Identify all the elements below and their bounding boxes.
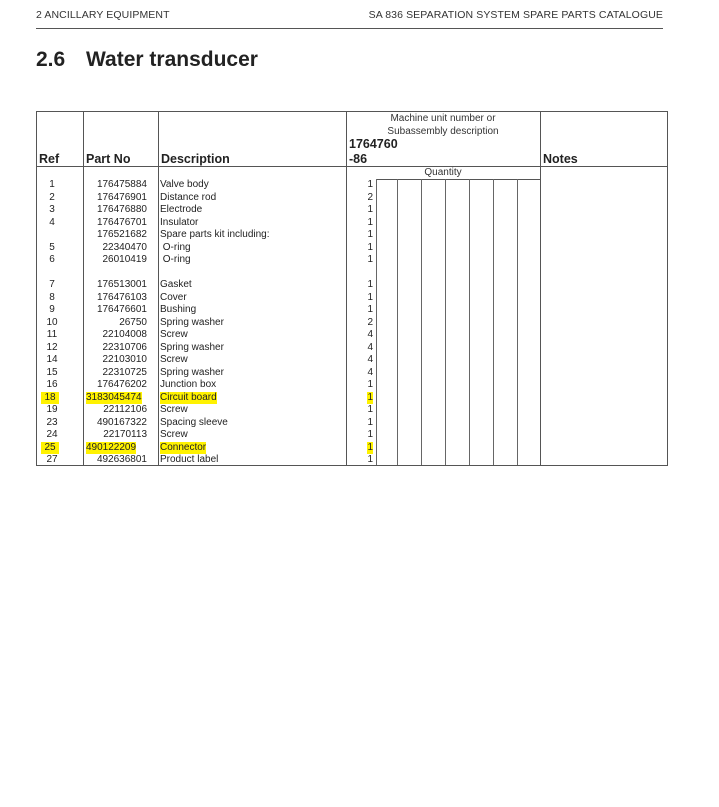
table-row	[37, 392, 667, 404]
cell-part-no: 176513001	[96, 279, 147, 290]
cell-part-no: 22310706	[102, 341, 147, 353]
machine-number-line1: 1764760	[349, 137, 398, 151]
cell-part-no: 22104008	[102, 329, 147, 340]
table-row	[37, 429, 667, 441]
cell-quantity: 1	[367, 441, 373, 453]
cell-part-no: 176476103	[96, 291, 147, 303]
cell-ref: 18	[41, 392, 59, 404]
cell-description: O-ring	[160, 241, 191, 253]
cell-part-no: 22310725	[102, 366, 147, 378]
cell-description: Connector	[160, 441, 207, 453]
cell-description: Valve body	[160, 179, 209, 190]
cell-part-no: 22340470	[102, 241, 147, 253]
cell-part-no: 22112106	[103, 404, 147, 415]
machine-unit-line2: Subassembly description	[387, 126, 499, 137]
cell-quantity: 4	[367, 354, 373, 365]
cell-description: Spring washer	[160, 366, 224, 378]
cell-quantity: 1	[367, 429, 373, 440]
cell-ref: 19	[46, 404, 58, 415]
cell-description: Cover	[160, 291, 187, 303]
table-row	[37, 367, 667, 379]
cell-quantity: 4	[367, 366, 373, 378]
cell-quantity: 1	[367, 404, 373, 415]
cell-part-no: 176475884	[96, 179, 147, 190]
cell-ref: 5	[49, 241, 55, 253]
cell-ref: 3	[49, 204, 55, 215]
cell-ref: 9	[49, 304, 55, 315]
table-row	[37, 279, 667, 291]
cell-description: Insulator	[160, 216, 199, 228]
cell-description: Junction box	[160, 379, 217, 390]
cell-part-no: 176521682	[96, 229, 147, 240]
cell-quantity: 1	[367, 416, 373, 428]
cell-part-no: 3183045474	[86, 391, 142, 403]
table-row	[37, 417, 667, 429]
cell-part-no: 22103010	[102, 354, 147, 365]
cell-quantity: 1	[367, 179, 373, 190]
cell-quantity: 1	[367, 254, 373, 265]
cell-ref: 4	[49, 216, 55, 228]
cell-part-no: 490122209	[86, 441, 137, 453]
table-row	[37, 379, 667, 391]
cell-ref: 10	[46, 316, 58, 328]
cell-description: Circuit board	[160, 391, 217, 403]
cell-description: Spare parts kit including:	[160, 229, 270, 240]
cell-description: Spring washer	[160, 341, 224, 353]
cell-description: Spring washer	[160, 316, 224, 328]
header-description: Description	[161, 152, 230, 166]
machine-number-line2: -86	[349, 152, 368, 166]
spare-parts-table	[36, 111, 668, 466]
cell-ref: 15	[46, 366, 58, 378]
section-title-text: Water transducer	[86, 48, 258, 71]
table-row	[37, 179, 667, 191]
cell-quantity: 1	[367, 379, 373, 390]
table-row	[37, 442, 667, 454]
cell-ref: 6	[49, 254, 55, 265]
cell-quantity: 2	[367, 316, 373, 328]
table-row	[37, 229, 667, 241]
cell-ref: 7	[49, 279, 55, 290]
section-number: 2.6	[36, 48, 66, 71]
cell-ref: 2	[49, 191, 55, 203]
table-row	[37, 404, 667, 416]
table-row	[37, 254, 667, 266]
cell-ref: 24	[46, 429, 58, 440]
cell-quantity: 1	[367, 279, 373, 290]
table-row	[37, 242, 667, 254]
cell-quantity: 4	[367, 341, 373, 353]
table-row	[37, 192, 667, 204]
table-row	[37, 304, 667, 316]
cell-quantity: 1	[367, 391, 373, 403]
cell-part-no: 492636801	[96, 454, 147, 465]
machine-unit-line1: Machine unit number or	[390, 113, 496, 124]
table-row	[37, 204, 667, 216]
cell-description: Distance rod	[160, 191, 217, 203]
table-row	[37, 292, 667, 304]
header-quantity: Quantity	[424, 167, 462, 178]
table-row	[37, 317, 667, 329]
table-row	[37, 454, 667, 466]
cell-ref: 11	[46, 329, 58, 340]
cell-quantity: 1	[367, 454, 373, 465]
cell-ref: 25	[41, 442, 59, 454]
cell-ref: 12	[46, 341, 58, 353]
cell-part-no: 176476901	[96, 191, 147, 203]
cell-ref: 27	[46, 454, 58, 465]
table-row	[37, 342, 667, 354]
cell-ref: 1	[49, 179, 55, 190]
cell-description: Bushing	[160, 304, 197, 315]
header-notes: Notes	[543, 152, 578, 166]
cell-part-no: 176476202	[96, 379, 147, 390]
cell-description: Spacing sleeve	[160, 416, 228, 428]
running-header-chapter: 2 ANCILLARY EQUIPMENT	[36, 9, 170, 21]
table-row	[37, 354, 667, 366]
cell-part-no: 176476601	[96, 304, 147, 315]
running-header-catalogue: SA 836 SEPARATION SYSTEM SPARE PARTS CATALOGUE	[368, 9, 663, 21]
cell-description: Product label	[160, 454, 219, 465]
section-title	[36, 48, 258, 72]
cell-part-no: 176476701	[96, 216, 147, 228]
cell-description: Screw	[160, 329, 188, 340]
cell-description: Gasket	[160, 279, 192, 290]
cell-quantity: 1	[367, 229, 373, 240]
cell-description: Electrode	[160, 204, 203, 215]
cell-quantity: 1	[367, 304, 373, 315]
cell-part-no: 26750	[119, 316, 147, 328]
header-part-no: Part No	[86, 152, 131, 166]
cell-quantity: 1	[367, 291, 373, 303]
cell-part-no: 26010419	[102, 254, 147, 265]
cell-quantity: 1	[367, 216, 373, 228]
header-ref: Ref	[39, 152, 60, 166]
cell-description: Screw	[160, 429, 188, 440]
table-row	[37, 329, 667, 341]
cell-part-no: 22170113	[103, 429, 147, 440]
cell-ref: 8	[49, 291, 55, 303]
cell-quantity: 1	[367, 241, 373, 253]
cell-quantity: 1	[367, 204, 373, 215]
cell-quantity: 2	[367, 191, 373, 203]
cell-part-no: 490167322	[96, 416, 147, 428]
cell-description: Screw	[160, 404, 188, 415]
header-machine-unit	[347, 112, 539, 138]
cell-ref: 14	[46, 354, 58, 365]
cell-description: Screw	[160, 354, 188, 365]
cell-part-no: 176476880	[96, 204, 147, 215]
table-row	[37, 217, 667, 229]
cell-ref: 16	[46, 379, 58, 390]
cell-description: O-ring	[160, 254, 191, 265]
cell-quantity: 4	[367, 329, 373, 340]
header-rule	[36, 28, 663, 29]
cell-ref: 23	[46, 416, 58, 428]
